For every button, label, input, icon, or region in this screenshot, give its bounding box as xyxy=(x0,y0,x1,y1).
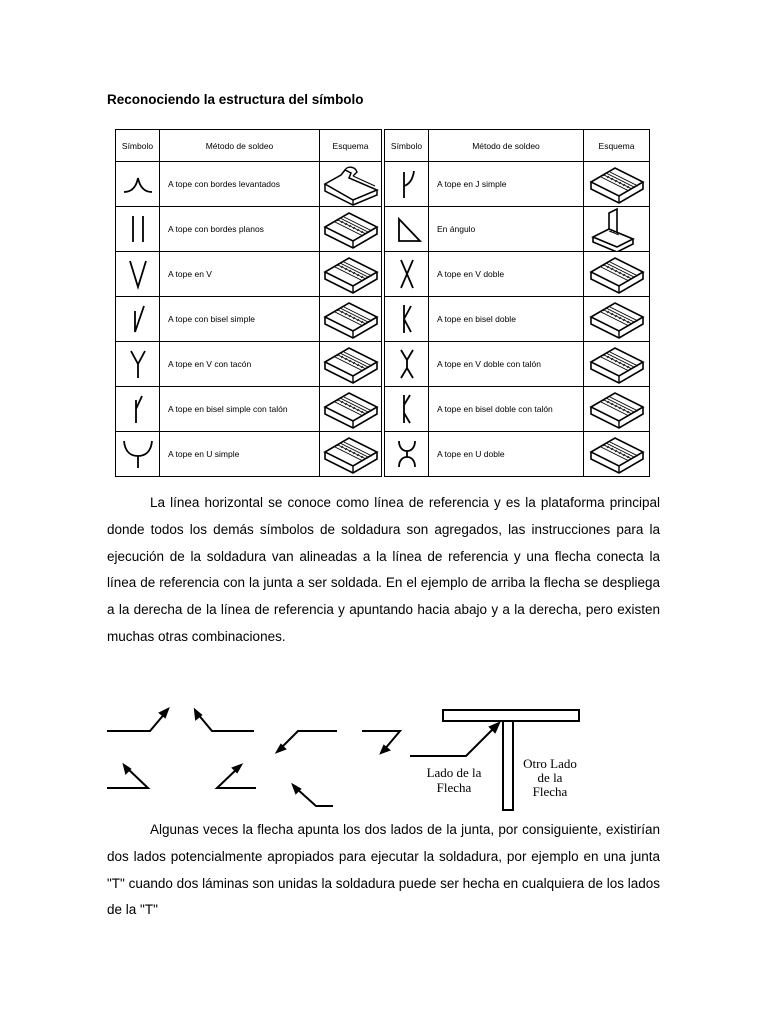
table-header-row xyxy=(116,130,382,162)
method-label: A tope en U simple xyxy=(160,432,320,477)
double-bevel-root-face-symbol-icon xyxy=(390,391,424,427)
fillet-symbol-icon xyxy=(390,211,424,247)
header-method: Método de soldeo xyxy=(429,130,584,162)
joint-scheme-icon xyxy=(589,207,645,251)
other-side-label-line3: Flecha xyxy=(532,784,568,799)
method-label: A tope con bordes planos xyxy=(160,207,320,252)
weld-symbol-table-right xyxy=(384,129,650,477)
reference-line-arrow-up-right-icon xyxy=(107,709,168,731)
double-u-symbol-icon xyxy=(390,436,424,472)
joint-scheme-icon xyxy=(589,432,645,476)
v-groove-symbol-icon xyxy=(121,256,155,292)
double-v-symbol-icon xyxy=(390,256,424,292)
method-label: A tope en V doble xyxy=(429,252,584,297)
square-groove-symbol-icon xyxy=(121,211,155,247)
table-row xyxy=(385,387,650,432)
other-side-label-line1: Otro Lado xyxy=(523,756,577,771)
page-title: Reconociendo la estructura del símbolo xyxy=(107,92,364,107)
method-label: En ángulo xyxy=(429,207,584,252)
bevel-groove-symbol-icon xyxy=(121,301,155,337)
method-label: A tope en U doble xyxy=(429,432,584,477)
v-groove-root-face-symbol-icon xyxy=(121,346,155,382)
joint-scheme-icon xyxy=(589,297,645,341)
joint-scheme-icon xyxy=(323,387,379,431)
joint-scheme-icon xyxy=(323,297,379,341)
reference-line-lower-arrow-up-right-icon xyxy=(217,765,256,788)
table-row xyxy=(385,297,650,342)
joint-scheme-icon xyxy=(323,162,379,206)
j-groove-symbol-icon xyxy=(390,166,424,202)
reference-line-lower-arrow-down-right-icon xyxy=(293,785,333,806)
header-scheme: Esquema xyxy=(584,130,650,162)
joint-scheme-icon xyxy=(323,252,379,296)
joint-scheme-icon xyxy=(589,252,645,296)
bevel-root-face-symbol-icon xyxy=(121,391,155,427)
joint-scheme-icon xyxy=(323,207,379,251)
method-label: A tope en bisel doble xyxy=(429,297,584,342)
reference-line-arrow-up-left-icon xyxy=(195,710,254,731)
method-label: A tope en bisel simple con talón xyxy=(160,387,320,432)
table-row xyxy=(385,207,650,252)
table-row xyxy=(116,432,382,477)
paragraph-reference-line: La línea horizontal se conoce como línea de referencia y es la plataforma principal donde todos los demás símbolos de soldadura son agregados, las instrucciones para la ejecución de la soldadura van alineadas a la línea de referencia y una flecha conecta la línea de referencia con la junta a ser soldada. En el ejemplo de arriba la flecha se despliega a la derecha de la línea de referencia y apuntando hacia abajo y a la derecha, pero existen muchas otras combinaciones. xyxy=(107,495,660,644)
table-row xyxy=(116,297,382,342)
table-row xyxy=(116,342,382,387)
table-row xyxy=(116,252,382,297)
weld-symbol-table-left xyxy=(115,129,382,477)
reference-line-lower-arrow-up-left-icon xyxy=(107,765,148,788)
table-row xyxy=(116,162,382,207)
method-label: A tope con bordes levantados xyxy=(160,162,320,207)
arrow-side-label-line2: Flecha xyxy=(436,780,472,795)
header-symbol: Símbolo xyxy=(116,130,160,162)
table-row xyxy=(385,432,650,477)
reference-line-arrow-down-left-icon xyxy=(277,731,337,752)
table-row xyxy=(385,342,650,387)
flange-edge-symbol-icon xyxy=(121,166,155,202)
header-symbol: Símbolo xyxy=(385,130,429,162)
header-method: Método de soldeo xyxy=(160,130,320,162)
method-label: A tope en V xyxy=(160,252,320,297)
header-scheme: Esquema xyxy=(320,130,382,162)
method-label: A tope en V con tacón xyxy=(160,342,320,387)
table-row xyxy=(116,387,382,432)
method-label: A tope con bisel simple xyxy=(160,297,320,342)
joint-scheme-icon xyxy=(589,387,645,431)
table-row xyxy=(116,207,382,252)
paragraph-t-joint: Algunas veces la flecha apunta los dos lados de la junta, por consiguiente, existirían dos lados potencialmente apropiados para ejecutar la soldadura, por ejemplo en una junta "T" cuando dos láminas son unidas la soldadura puede ser hecha en cualquiera de los lados de la "T" xyxy=(107,822,660,918)
joint-scheme-icon xyxy=(323,342,379,386)
method-label: A tope en J simple xyxy=(429,162,584,207)
method-label: A tope en V doble con talón xyxy=(429,342,584,387)
method-label: A tope en bisel doble con talón xyxy=(429,387,584,432)
table-row xyxy=(385,162,650,207)
joint-scheme-icon xyxy=(323,432,379,476)
double-bevel-symbol-icon xyxy=(390,301,424,337)
table-row xyxy=(385,252,650,297)
other-side-label-line2: de la xyxy=(537,770,563,785)
arrow-combinations-figure xyxy=(0,700,768,820)
double-v-root-face-symbol-icon xyxy=(390,346,424,382)
table-header-row xyxy=(385,130,650,162)
u-groove-symbol-icon xyxy=(121,436,155,472)
reference-line-arrow-down-right-icon xyxy=(362,731,400,753)
joint-scheme-icon xyxy=(589,162,645,206)
joint-scheme-icon xyxy=(589,342,645,386)
arrow-side-label-line1: Lado de la xyxy=(426,765,482,780)
